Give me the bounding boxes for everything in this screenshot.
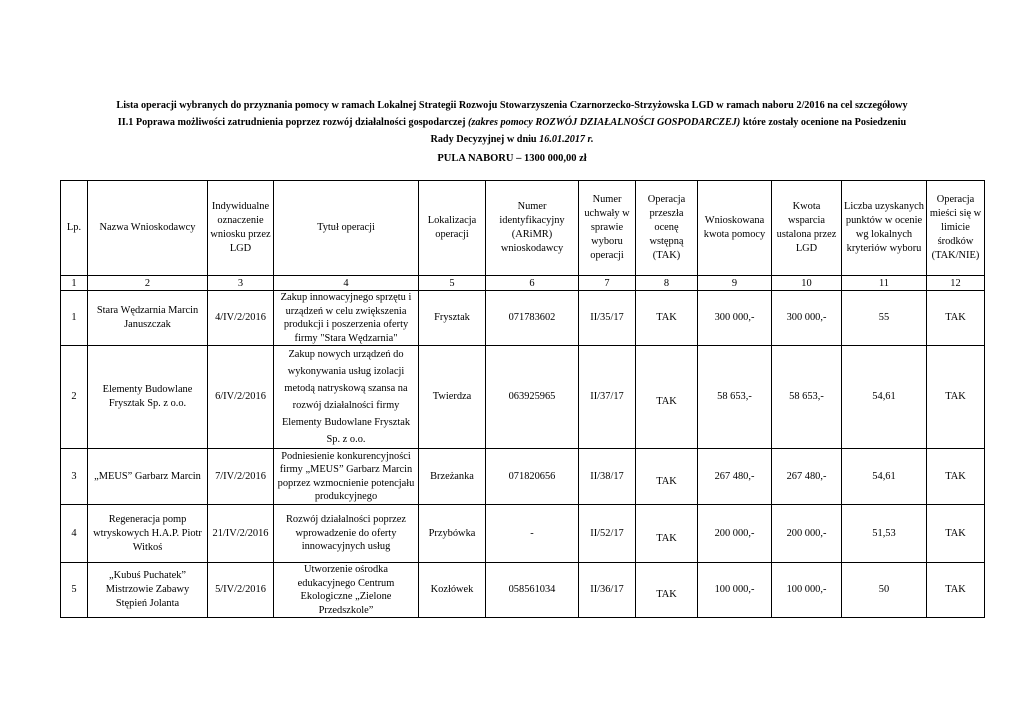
document-title (80, 97, 944, 148)
cell-id-number: 071820656 (486, 449, 579, 505)
cell-marking: 6/IV/2/2016 (208, 346, 274, 449)
cell-resolution: II/37/17 (579, 346, 636, 449)
header-row (61, 181, 985, 276)
pre-eval-value: TAK (656, 589, 677, 600)
cell-lp: 3 (61, 449, 88, 505)
cell-applicant: Regeneracja pomp wtryskowych H.A.P. Piotr Witkoś (88, 505, 208, 563)
pre-eval-value: TAK (656, 475, 677, 487)
header-granted: Kwota wsparcia ustalona przez LGD (772, 181, 842, 276)
table-row (61, 346, 985, 449)
header-title: Tytuł operacji (274, 181, 419, 276)
header-pre-eval: Operacja przeszła ocenę wstępną (TAK) (636, 181, 698, 276)
cell-lp: 2 (61, 346, 88, 449)
column-number: 6 (486, 276, 579, 291)
column-number: 1 (61, 276, 88, 291)
cell-points: 50 (842, 563, 927, 618)
cell-resolution: II/36/17 (579, 563, 636, 618)
cell-resolution: II/52/17 (579, 505, 636, 563)
cell-points: 51,53 (842, 505, 927, 563)
cell-title: Utworzenie ośrodka edukacyjnego Centrum Ekologiczne „Zielone Przedszkole” (274, 563, 419, 618)
column-number: 2 (88, 276, 208, 291)
header-resolution: Numer uchwały w sprawie wyboru operacji (579, 181, 636, 276)
title-line-1: Lista operacji wybranych do przyznania pomocy w ramach Lokalnej Strategii Rozwoju Stowarzyszenia Czarnorzecko-Strzyżowska LGD w ramach naboru 2/2016 na cel szczegółowy (116, 100, 908, 111)
table-row (61, 449, 985, 505)
requested-value: 100 000,- (714, 584, 755, 595)
cell-granted: 300 000,- (772, 291, 842, 346)
cell-location: Frysztak (419, 291, 486, 346)
cell-granted: 200 000,- (772, 505, 842, 563)
header-requested: Wnioskowana kwota pomocy (698, 181, 772, 276)
cell-location: Twierdza (419, 346, 486, 449)
cell-title: Podniesienie konkurencyjności firmy „MEUS” Garbarz Marcin poprzez wzmocnienie potencjału produkcyjnego (274, 449, 419, 505)
cell-points: 54,61 (842, 449, 927, 505)
column-number: 7 (579, 276, 636, 291)
cell-marking: 4/IV/2/2016 (208, 291, 274, 346)
cell-marking: 21/IV/2/2016 (208, 505, 274, 563)
column-number: 10 (772, 276, 842, 291)
cell-lp: 1 (61, 291, 88, 346)
cell-within-limit: TAK (927, 563, 985, 618)
pre-eval-value: TAK (656, 532, 677, 544)
cell-lp: 5 (61, 563, 88, 618)
cell-granted: 58 653,- (772, 346, 842, 449)
header-location: Lokalizacja operacji (419, 181, 486, 276)
cell-pre-eval: TAK (636, 291, 698, 346)
cell-granted: 100 000,- (772, 563, 842, 618)
cell-applicant: „MEUS” Garbarz Marcin (88, 449, 208, 505)
cell-applicant: Elementy Budowlane Frysztak Sp. z o.o. (88, 346, 208, 449)
header-lp: Lp. (61, 181, 88, 276)
cell-location: Kozłówek (419, 563, 486, 618)
cell-requested: 200 000,- (698, 505, 772, 563)
cell-id-number: 071783602 (486, 291, 579, 346)
cell-requested: 58 653,- (698, 346, 772, 449)
title-line-3 (80, 131, 944, 148)
cell-points: 55 (842, 291, 927, 346)
cell-applicant: „Kubuś Puchatek” Mistrzowie Zabawy Stępień Jolanta (88, 563, 208, 618)
cell-id-number: - (486, 505, 579, 563)
title-line-2-part-b: które zostały ocenione na Posiedzeniu (740, 117, 907, 128)
header-applicant: Nazwa Wnioskodawcy (88, 181, 208, 276)
cell-requested (698, 563, 772, 618)
cell-title: Zakup nowych urządzeń do wykonywania usług izolacji metodą natryskową szansa na rozwój działalności firmy Elementy Budowlane Frysztak Sp. z o.o. (274, 346, 419, 449)
cell-granted: 267 480,- (772, 449, 842, 505)
cell-location: Przybówka (419, 505, 486, 563)
title-line-2 (80, 114, 944, 131)
table-row (61, 563, 985, 618)
column-number: 11 (842, 276, 927, 291)
column-number: 4 (274, 276, 419, 291)
cell-requested: 267 480,- (698, 449, 772, 505)
column-number: 9 (698, 276, 772, 291)
header-points: Liczba uzyskanych punktów w ocenie wg lokalnych kryteriów wyboru (842, 181, 927, 276)
cell-points: 54,61 (842, 346, 927, 449)
table-row (61, 291, 985, 346)
cell-resolution: II/38/17 (579, 449, 636, 505)
cell-title: Zakup innowacyjnego sprzętu i urządzeń w celu zwiększenia produkcji i poszerzenia oferty firmy "Stara Wędzarnia" (274, 291, 419, 346)
cell-requested: 300 000,- (698, 291, 772, 346)
header-marking: Indywidualne oznaczenie wniosku przez LGD (208, 181, 274, 276)
cell-id-number: 058561034 (486, 563, 579, 618)
title-line-2-italic: (zakres pomocy ROZWÓJ DZIAŁALNOŚCI GOSPODARCZEJ) (468, 117, 741, 128)
column-number: 5 (419, 276, 486, 291)
cell-pre-eval (636, 346, 698, 449)
cell-pre-eval (636, 563, 698, 618)
cell-pre-eval (636, 505, 698, 563)
cell-marking: 7/IV/2/2016 (208, 449, 274, 505)
pre-eval-value: TAK (656, 396, 677, 407)
column-number-row (61, 276, 985, 291)
header-id-number: Numer identyfikacyjny (ARiMR) wnioskodawcy (486, 181, 579, 276)
cell-id-number: 063925965 (486, 346, 579, 449)
title-line-3-part-a: Rady Decyzyjnej w dniu (430, 134, 540, 145)
cell-title: Rozwój działalności poprzez wprowadzenie do oferty innowacyjnych usług (274, 505, 419, 563)
cell-location: Brzeżanka (419, 449, 486, 505)
operations-table (60, 180, 985, 618)
cell-lp: 4 (61, 505, 88, 563)
cell-marking: 5/IV/2/2016 (208, 563, 274, 618)
cell-resolution: II/35/17 (579, 291, 636, 346)
cell-within-limit: TAK (927, 449, 985, 505)
cell-within-limit: TAK (927, 291, 985, 346)
cell-applicant: Stara Wędzarnia Marcin Januszczak (88, 291, 208, 346)
cell-pre-eval (636, 449, 698, 505)
column-number: 3 (208, 276, 274, 291)
funding-pool: PULA NABORU – 1300 000,00 zł (437, 153, 587, 164)
cell-within-limit: TAK (927, 505, 985, 563)
table-row (61, 505, 985, 563)
column-number: 8 (636, 276, 698, 291)
cell-within-limit: TAK (927, 346, 985, 449)
header-within-limit: Operacja mieści się w limicie środków (TAK/NIE) (927, 181, 985, 276)
title-line-2-part-a: II.1 Poprawa możliwości zatrudnienia poprzez rozwój działalności gospodarczej (117, 117, 469, 128)
column-number: 12 (927, 276, 985, 291)
title-line-3-italic: 16.01.2017 r. (539, 134, 594, 145)
